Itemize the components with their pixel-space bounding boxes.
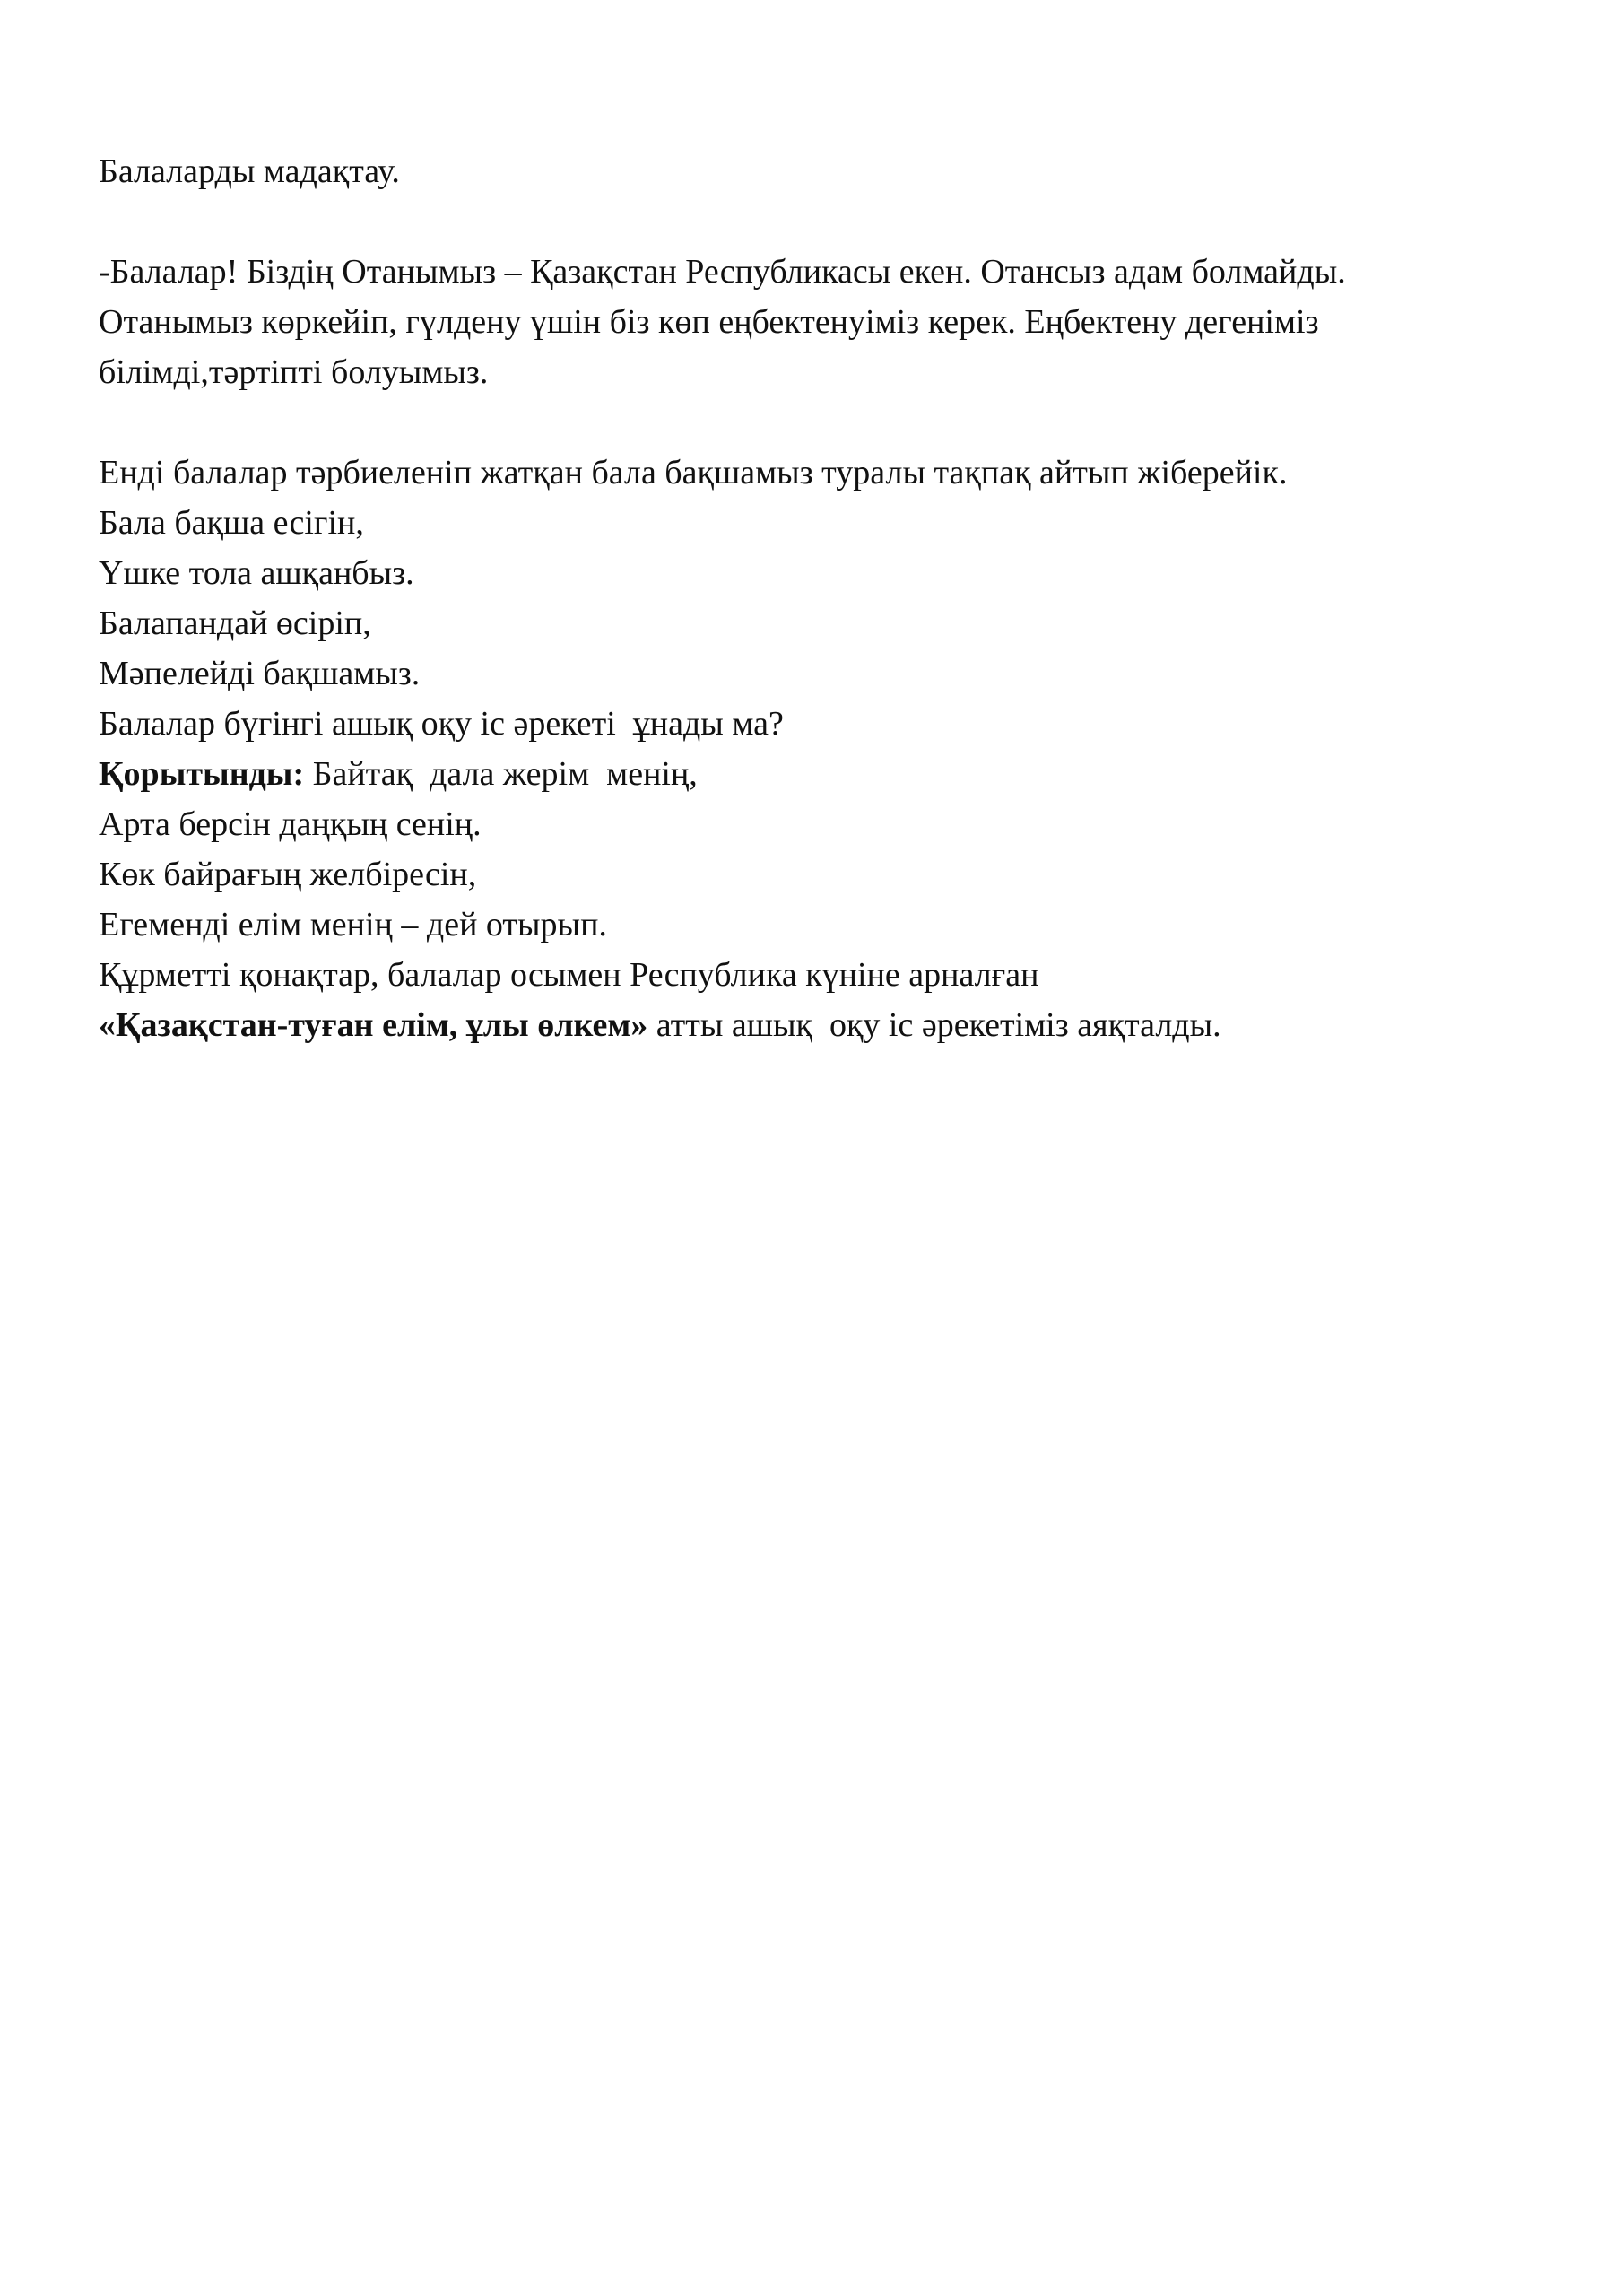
poem-line-1: Бала бақша есігін, — [99, 504, 364, 542]
poem-line-4: Мәпелейді бақшамыз. — [99, 655, 421, 692]
verse-line-1: Арта берсін даңқың сенің. — [99, 805, 482, 843]
verse-line-2: Көк байрағың желбіресін, — [99, 856, 477, 893]
paragraph-1-line-1: -Балалар! Біздің Отанымыз – Қазақстан Республикасы екен. Отансыз адам болмайды. — [99, 253, 1346, 291]
lesson-title: «Қазақстан-туған елім, ұлы өлкем» — [99, 1006, 648, 1044]
paragraph-1-line-3: білімді,тәртіпті болуымыз. — [99, 353, 489, 391]
poem-line-3: Балапандай өсіріп, — [99, 604, 371, 642]
final-line — [99, 1000, 1569, 1050]
paragraph-gap — [99, 397, 1569, 448]
paragraph-gap — [99, 196, 1569, 247]
question-line: Балалар бүгінгі ашық оқу іс әрекеті ұнады ма? — [99, 705, 784, 743]
final-text: атты ашық оқу іс әрекетіміз аяқталды. — [647, 1006, 1221, 1044]
praise-line: Балаларды мадақтау. — [99, 152, 400, 190]
paragraph-2-line-1: Енді балалар тәрбиеленіп жатқан бала бақшамыз туралы тақпақ айтып жіберейік. — [99, 454, 1288, 491]
conclusion-line — [99, 749, 1569, 799]
poem-line-2: Үшке тола ашқанбыз. — [99, 554, 414, 592]
paragraph-1-line-2: Отанымыз көркейіп, гүлдену үшін біз көп еңбектенуіміз керек. Еңбектену дегеніміз — [99, 303, 1319, 341]
document-body — [99, 146, 1569, 1050]
conclusion-text: Байтақ дала жерім менің, — [304, 755, 698, 793]
guests-line: Құрметті қонақтар, балалар осымен Республика күніне арналған — [99, 956, 1039, 994]
verse-line-3: Егеменді елім менің – дей отырып. — [99, 906, 607, 944]
conclusion-label: Қорытынды: — [99, 755, 305, 793]
